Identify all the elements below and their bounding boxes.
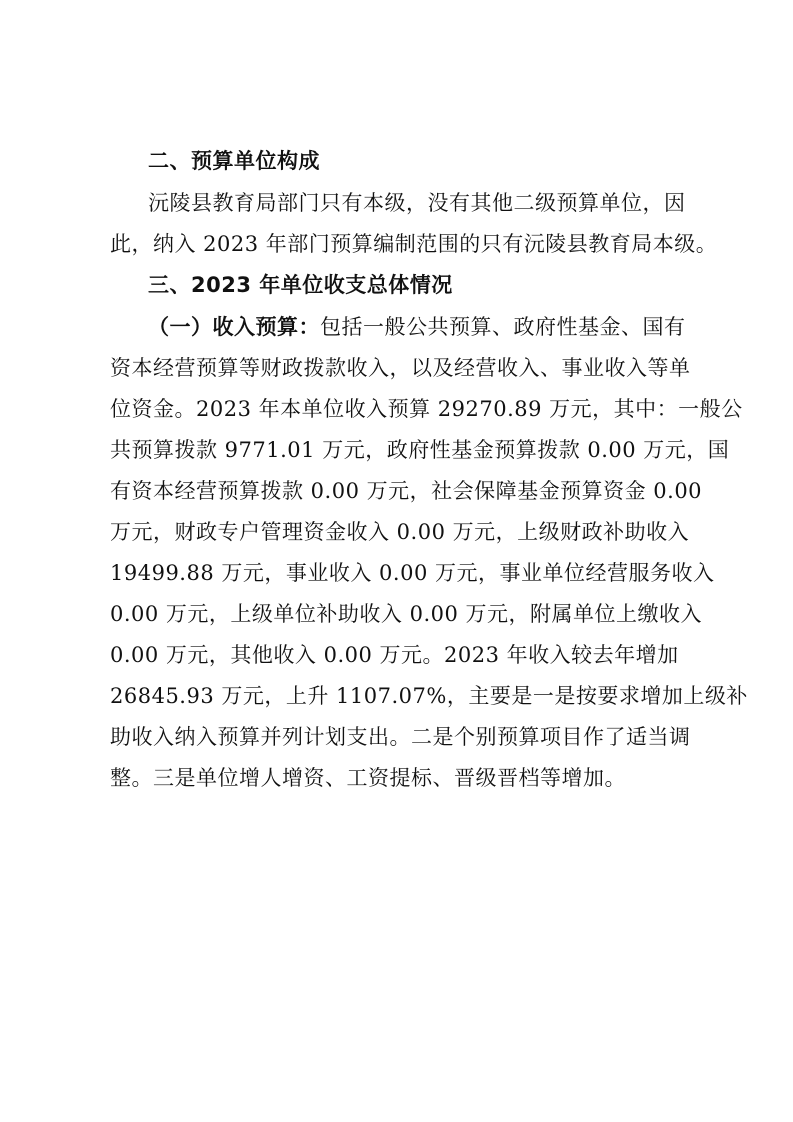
- paragraph-line: 26845.93 万元，上升 1107.07%，主要是一是按要求增加上级补: [110, 684, 748, 708]
- paragraph-line: 有资本经营预算拨款 0.00 万元，社会保障基金预算资金 0.00: [110, 479, 703, 503]
- section-heading-budget-units: 二、预算单位构成: [148, 149, 320, 173]
- paragraph-line: 沅陵县教育局部门只有本级，没有其他二级预算单位，因: [148, 191, 686, 215]
- income-lead: （一）收入预算：: [148, 315, 320, 339]
- section-heading-overall: 三、2023 年单位收支总体情况: [148, 273, 453, 297]
- paragraph-line: 位资金。2023 年本单位收入预算 29270.89 万元，其中：一般公: [110, 397, 743, 421]
- paragraph-line: 整。三是单位增人增资、工资提标、晋级晋档等增加。: [110, 766, 626, 790]
- paragraph-line: 19499.88 万元，事业收入 0.00 万元，事业单位经营服务收入: [110, 561, 715, 585]
- paragraph-line: 此，纳入 2023 年部门预算编制范围的只有沅陵县教育局本级。: [110, 232, 718, 256]
- paragraph-line: 助收入纳入预算并列计划支出。二是个别预算项目作了适当调: [110, 725, 691, 749]
- paragraph-line: 共预算拨款 9771.01 万元，政府性基金预算拨款 0.00 万元，国: [110, 438, 730, 462]
- income-first-line: [148, 312, 723, 342]
- paragraph-line: 资本经营预算等财政拨款收入，以及经营收入、事业收入等单: [110, 356, 691, 380]
- income-first-line-text: 包括一般公共预算、政府性基金、国有: [320, 315, 686, 339]
- paragraph-line: 0.00 万元，其他收入 0.00 万元。2023 年收入较去年增加: [110, 643, 679, 667]
- paragraph-line: 0.00 万元，上级单位补助收入 0.00 万元，附属单位上缴收入: [110, 602, 703, 626]
- paragraph-line: 万元，财政专户管理资金收入 0.00 万元，上级财政补助收入: [110, 520, 690, 544]
